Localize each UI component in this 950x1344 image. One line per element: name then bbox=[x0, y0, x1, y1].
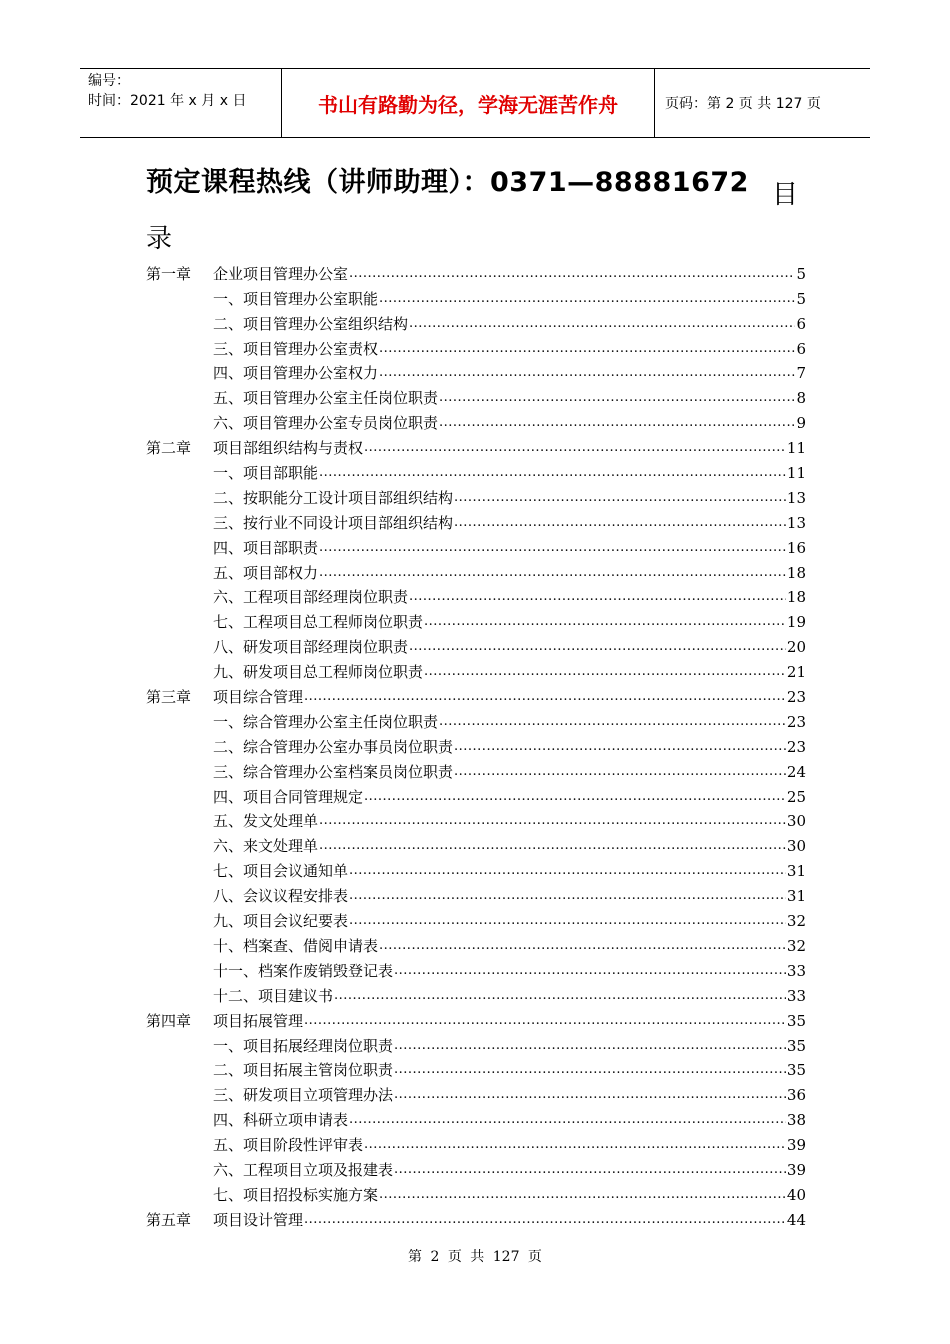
toc-page-number: 18 bbox=[786, 588, 806, 607]
toc-leader-dots bbox=[379, 361, 795, 383]
toc-chapter-row[interactable] bbox=[146, 433, 806, 458]
toc-page-number: 39 bbox=[786, 1136, 806, 1155]
toc-leader-dots bbox=[319, 536, 786, 558]
toc-section-row[interactable] bbox=[146, 1080, 806, 1105]
toc-page-number: 36 bbox=[786, 1086, 806, 1105]
time-label: 时间：2021 年 x 月 x 日 bbox=[88, 93, 247, 109]
toc-entry-title: 项目拓展管理 bbox=[213, 1011, 304, 1030]
toc-page-number: 35 bbox=[786, 1061, 806, 1080]
toc-leader-dots bbox=[319, 461, 786, 483]
toc-entry-title: 一、项目管理办公室职能 bbox=[213, 289, 379, 308]
toc-page-number: 40 bbox=[786, 1185, 806, 1204]
toc-section-row[interactable] bbox=[146, 359, 806, 384]
toc-page-number: 9 bbox=[796, 414, 806, 433]
toc-leader-dots bbox=[349, 262, 795, 284]
toc-leader-dots bbox=[349, 884, 786, 906]
toc-section-row[interactable] bbox=[146, 707, 806, 732]
toc-entry-title: 二、项目拓展主管岗位职责 bbox=[213, 1061, 394, 1080]
toc-chapter-row[interactable] bbox=[146, 1006, 806, 1031]
toc-leader-dots bbox=[379, 337, 795, 359]
toc-entry-title: 六、项目管理办公室专员岗位职责 bbox=[213, 414, 439, 433]
toc-leader-dots bbox=[394, 1058, 786, 1080]
toc-entry-title: 一、项目部职能 bbox=[213, 464, 319, 483]
toc-entry-title: 五、项目管理办公室主任岗位职责 bbox=[213, 389, 439, 408]
toc-entry-title: 三、按行业不同设计项目部组织结构 bbox=[213, 513, 454, 532]
toc-section-row[interactable] bbox=[146, 782, 806, 807]
code-label: 编号： bbox=[88, 73, 130, 89]
toc-page-number: 30 bbox=[786, 837, 806, 856]
toc-leader-dots bbox=[439, 386, 795, 408]
toc-section-row[interactable] bbox=[146, 558, 806, 583]
toc-leader-dots bbox=[334, 984, 786, 1006]
toc-section-row[interactable] bbox=[146, 583, 806, 608]
toc-chapter-row[interactable] bbox=[146, 259, 806, 284]
toc-page-number: 38 bbox=[786, 1111, 806, 1130]
toc-leader-dots bbox=[454, 735, 786, 757]
toc-section-row[interactable] bbox=[146, 458, 806, 483]
toc-chapter-number: 第一章 bbox=[146, 264, 192, 283]
toc-section-row[interactable] bbox=[146, 831, 806, 856]
toc-page-number: 11 bbox=[786, 464, 806, 483]
toc-entry-title: 项目设计管理 bbox=[213, 1210, 304, 1229]
toc-title-part2: 录 bbox=[146, 224, 173, 254]
toc-chapter-number: 第五章 bbox=[146, 1210, 192, 1229]
toc-entry-title: 三、研发项目立项管理办法 bbox=[213, 1086, 394, 1105]
toc-section-row[interactable] bbox=[146, 1130, 806, 1155]
toc-page-number: 33 bbox=[786, 986, 806, 1005]
toc-leader-dots bbox=[394, 1034, 786, 1056]
toc-entry-title: 五、发文处理单 bbox=[213, 812, 319, 831]
toc-entry-title: 七、项目会议通知单 bbox=[213, 862, 349, 881]
toc-page-number: 13 bbox=[786, 513, 806, 532]
toc-page-number: 24 bbox=[786, 762, 806, 781]
toc-section-row[interactable] bbox=[146, 284, 806, 309]
toc-section-row[interactable] bbox=[146, 657, 806, 682]
toc-entry-title: 四、项目管理办公室权力 bbox=[213, 364, 379, 383]
toc-chapter-row[interactable] bbox=[146, 682, 806, 707]
toc-section-row[interactable] bbox=[146, 1155, 806, 1180]
toc-section-row[interactable] bbox=[146, 732, 806, 757]
toc-page-number: 35 bbox=[786, 1036, 806, 1055]
toc-entry-title: 九、研发项目总工程师岗位职责 bbox=[213, 663, 424, 682]
toc-section-row[interactable] bbox=[146, 1056, 806, 1081]
toc-page-number: 32 bbox=[786, 912, 806, 931]
toc-entry-title: 六、来文处理单 bbox=[213, 837, 319, 856]
toc-leader-dots bbox=[439, 411, 795, 433]
toc-page-number: 7 bbox=[796, 364, 806, 383]
toc-section-row[interactable] bbox=[146, 309, 806, 334]
toc-page-number: 25 bbox=[786, 787, 806, 806]
toc-entry-title: 一、综合管理办公室主任岗位职责 bbox=[213, 712, 439, 731]
toc-leader-dots bbox=[319, 561, 786, 583]
toc-section-row[interactable] bbox=[146, 533, 806, 558]
toc-page-number: 11 bbox=[786, 439, 806, 458]
toc-leader-dots bbox=[304, 685, 786, 707]
toc-leader-dots bbox=[319, 809, 786, 831]
page-header bbox=[80, 68, 870, 138]
toc-entry-title: 企业项目管理办公室 bbox=[213, 264, 349, 283]
toc-page-number: 20 bbox=[786, 638, 806, 657]
toc-section-row[interactable] bbox=[146, 956, 806, 981]
toc-entry-title: 四、科研立项申请表 bbox=[213, 1111, 349, 1130]
toc-entry-title: 项目部组织结构与责权 bbox=[213, 439, 364, 458]
toc-leader-dots bbox=[454, 511, 786, 533]
toc-entry-title: 八、会议议程安排表 bbox=[213, 887, 349, 906]
toc-section-row[interactable] bbox=[146, 757, 806, 782]
toc-page-number: 30 bbox=[786, 812, 806, 831]
toc-page-number: 8 bbox=[796, 389, 806, 408]
toc-page-number: 31 bbox=[786, 887, 806, 906]
toc-section-row[interactable] bbox=[146, 931, 806, 956]
toc-page-number: 23 bbox=[786, 737, 806, 756]
toc-leader-dots bbox=[394, 1158, 786, 1180]
toc-section-row[interactable] bbox=[146, 334, 806, 359]
toc-page-number: 39 bbox=[786, 1160, 806, 1179]
toc-section-row[interactable] bbox=[146, 807, 806, 832]
toc-page-number: 16 bbox=[786, 538, 806, 557]
toc-page-number: 44 bbox=[786, 1210, 806, 1229]
toc-page-number: 32 bbox=[786, 936, 806, 955]
toc-section-row[interactable] bbox=[146, 483, 806, 508]
toc-page-number: 23 bbox=[786, 688, 806, 707]
toc-leader-dots bbox=[409, 635, 786, 657]
toc-section-row[interactable] bbox=[146, 607, 806, 632]
toc-page-number: 5 bbox=[796, 289, 806, 308]
toc-leader-dots bbox=[349, 909, 786, 931]
toc-page-number: 35 bbox=[786, 1011, 806, 1030]
toc-leader-dots bbox=[424, 660, 786, 682]
toc-page-number: 31 bbox=[786, 862, 806, 881]
toc-leader-dots bbox=[364, 436, 786, 458]
toc-entry-title: 五、项目阶段性评审表 bbox=[213, 1136, 364, 1155]
toc-entry-title: 四、项目部职责 bbox=[213, 538, 319, 557]
toc-leader-dots bbox=[379, 1183, 786, 1205]
toc-entry-title: 二、综合管理办公室办事员岗位职责 bbox=[213, 737, 454, 756]
toc-section-row[interactable] bbox=[146, 383, 806, 408]
toc-leader-dots bbox=[379, 934, 786, 956]
toc-leader-dots bbox=[364, 785, 786, 807]
toc-leader-dots bbox=[304, 1208, 786, 1230]
toc-leader-dots bbox=[454, 760, 786, 782]
toc-leader-dots bbox=[349, 1108, 786, 1130]
toc-section-row[interactable] bbox=[146, 981, 806, 1006]
page-footer: 第 2 页 共 127 页 bbox=[408, 1249, 542, 1265]
toc-title-part1: 目 bbox=[772, 180, 799, 210]
toc-section-row[interactable] bbox=[146, 632, 806, 657]
toc-page-number: 6 bbox=[796, 339, 806, 358]
toc-entry-title: 五、项目部权力 bbox=[213, 563, 319, 582]
toc-entry-title: 七、项目招投标实施方案 bbox=[213, 1185, 379, 1204]
toc-entry-title: 一、项目拓展经理岗位职责 bbox=[213, 1036, 394, 1055]
toc-leader-dots bbox=[454, 486, 786, 508]
header-motto: 书山有路勤为径，学海无涯苦作舟 bbox=[282, 69, 655, 137]
toc-entry-title: 八、研发项目部经理岗位职责 bbox=[213, 638, 409, 657]
toc-entry-title: 三、综合管理办公室档案员岗位职责 bbox=[213, 762, 454, 781]
toc-page-number: 6 bbox=[796, 314, 806, 333]
toc-leader-dots bbox=[304, 1009, 786, 1031]
toc-leader-dots bbox=[319, 834, 786, 856]
hotline-heading: 预定课程热线（讲师助理）：0371—88881672 bbox=[146, 167, 749, 198]
toc-section-row[interactable] bbox=[146, 1180, 806, 1205]
toc-chapter-number: 第四章 bbox=[146, 1011, 192, 1030]
toc-entry-title: 十一、档案作废销毁登记表 bbox=[213, 961, 394, 980]
toc-entry-title: 六、工程项目立项及报建表 bbox=[213, 1160, 394, 1179]
toc-page-number: 5 bbox=[796, 264, 806, 283]
toc-section-row[interactable] bbox=[146, 1105, 806, 1130]
toc-entry-title: 六、工程项目部经理岗位职责 bbox=[213, 588, 409, 607]
toc-entry-title: 二、项目管理办公室组织结构 bbox=[213, 314, 409, 333]
toc-leader-dots bbox=[409, 312, 795, 334]
toc-leader-dots bbox=[349, 859, 786, 881]
toc-entry-title: 十、档案查、借阅申请表 bbox=[213, 936, 379, 955]
toc-chapter-number: 第三章 bbox=[146, 688, 192, 707]
toc-entry-title: 二、按职能分工设计项目部组织结构 bbox=[213, 488, 454, 507]
toc-page-number: 33 bbox=[786, 961, 806, 980]
toc-leader-dots bbox=[409, 585, 786, 607]
header-meta bbox=[80, 69, 282, 137]
toc-entry-title: 项目综合管理 bbox=[213, 688, 304, 707]
toc-section-row[interactable] bbox=[146, 856, 806, 881]
toc-page-number: 23 bbox=[786, 712, 806, 731]
toc-entry-title: 四、项目合同管理规定 bbox=[213, 787, 364, 806]
toc-page-number: 13 bbox=[786, 488, 806, 507]
toc-section-row[interactable] bbox=[146, 906, 806, 931]
toc-chapter-number: 第二章 bbox=[146, 439, 192, 458]
toc-leader-dots bbox=[439, 710, 786, 732]
toc-leader-dots bbox=[379, 287, 795, 309]
toc-leader-dots bbox=[394, 959, 786, 981]
toc-page-number: 18 bbox=[786, 563, 806, 582]
toc-entry-title: 十二、项目建议书 bbox=[213, 986, 334, 1005]
toc-entry-title: 三、项目管理办公室责权 bbox=[213, 339, 379, 358]
toc-section-row[interactable] bbox=[146, 881, 806, 906]
toc-section-row[interactable] bbox=[146, 1031, 806, 1056]
toc-chapter-row[interactable] bbox=[146, 1205, 806, 1230]
header-page-info: 页码：第 2 页 共 127 页 bbox=[665, 96, 821, 112]
toc-section-row[interactable] bbox=[146, 408, 806, 433]
toc-page-number: 19 bbox=[786, 613, 806, 632]
toc-leader-dots bbox=[394, 1083, 786, 1105]
toc-page-number: 21 bbox=[786, 663, 806, 682]
toc-entry-title: 七、工程项目总工程师岗位职责 bbox=[213, 613, 424, 632]
toc-section-row[interactable] bbox=[146, 508, 806, 533]
toc-leader-dots bbox=[424, 610, 786, 632]
table-of-contents bbox=[146, 259, 806, 1230]
toc-entry-title: 九、项目会议纪要表 bbox=[213, 912, 349, 931]
toc-leader-dots bbox=[364, 1133, 786, 1155]
